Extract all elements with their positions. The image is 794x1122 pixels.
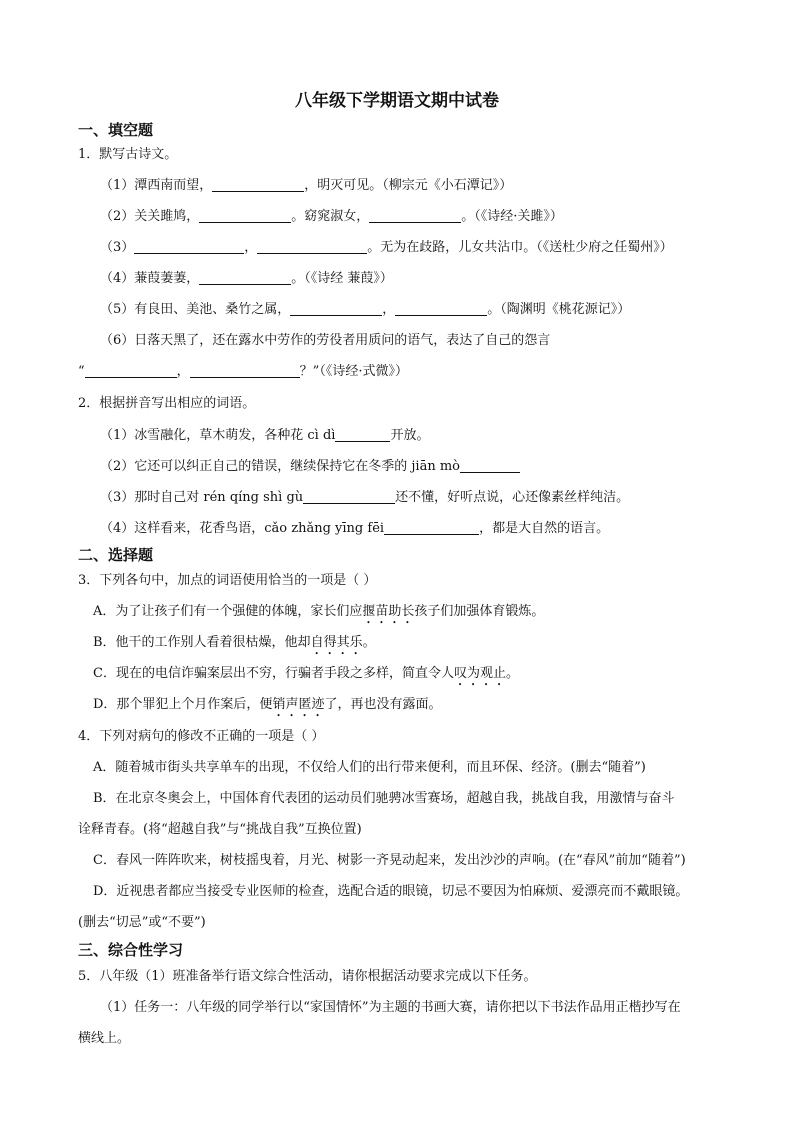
question-2-item-2: （2）它还可以纠正自己的错误，继续保持它在冬季的 jiān mò: [100, 458, 520, 476]
question-3-option-c[interactable]: C．现在的电信诈骗案层出不穷，行骗者手段之多样，简直令人叹为观止。: [93, 666, 519, 681]
answer-blank[interactable]: [190, 363, 300, 378]
question-4-option-c[interactable]: C．春风一阵阵吹来，树枝摇曳着，月光、树影一齐晃动起来，发出沙沙的声响。(在“春风”前加“随着”): [93, 853, 686, 868]
section-heading-integrated-learning: 三、综合性学习: [78, 941, 184, 959]
dotted-word: 自得其乐: [310, 635, 363, 650]
answer-blank[interactable]: [384, 520, 479, 535]
answer-blank[interactable]: [335, 427, 390, 442]
answer-blank[interactable]: [85, 363, 177, 378]
question-3-option-b[interactable]: B．他干的工作别人看着很枯燥，他却自得其乐。: [93, 635, 376, 650]
answer-blank[interactable]: [199, 270, 291, 285]
question-4-option-a[interactable]: A．随着城市街头共享单车的出现，不仅给人们的出行带来便利，而且环保、经济。(删去“随着”): [93, 760, 646, 775]
dotted-word: 揠苗助长: [362, 604, 415, 619]
section-heading-fill-blank: 一、填空题: [78, 121, 154, 139]
answer-blank[interactable]: [369, 208, 461, 223]
question-1-item-1: （1）潭西南而望， ，明灭可见。（柳宗元《小石潭记》）: [100, 178, 513, 193]
answer-blank[interactable]: [257, 239, 367, 254]
answer-blank[interactable]: [460, 458, 520, 473]
answer-blank[interactable]: [134, 239, 244, 254]
question-1-item-6: （6）日落天黑了，还在露水中劳作的劳役者用质问的语气，表达了自己的怨言: [100, 333, 551, 348]
page-title: 八年级下学期语文期中试卷: [295, 91, 499, 111]
answer-blank[interactable]: [212, 177, 304, 192]
question-3-option-a[interactable]: A．为了让孩子们有一个强健的体魄，家长们应揠苗助长孩子们加强体育锻炼。: [93, 604, 545, 619]
question-3-stem: 3．下列各句中，加点的词语使用恰当的一项是（ ）: [78, 573, 377, 588]
section-heading-multiple-choice: 二、选择题: [78, 546, 154, 564]
question-4-option-b-continued: 诠释青春。(将“超越自我”与“挑战自我”互换位置): [78, 822, 362, 837]
question-1-item-2: （2）关关雎鸠， 。窈窕淑女， 。（《诗经·关雎》）: [100, 209, 563, 224]
question-1-item-3: （3） ， 。无为在歧路，儿女共沾巾。（《送杜少府之任蜀州》）: [100, 240, 673, 255]
question-3-option-d[interactable]: D．那个罪犯上个月作案后，便销声匿迹了，再也没有露面。: [93, 697, 442, 712]
question-1-item-4: （4）蒹葭萋萋， 。（《诗经 蒹葭》）: [100, 271, 393, 286]
question-1-item-6-continued: “ ， ？”（《诗经·式微》）: [78, 364, 408, 379]
answer-blank[interactable]: [199, 208, 291, 223]
question-2-item-4: （4）这样看来，花香鸟语，cǎo zhǎng yīng fēi ，都是大自然的语言。: [100, 521, 610, 536]
question-5-task-1-continued: 横线上。: [78, 1031, 131, 1046]
answer-blank[interactable]: [395, 301, 487, 316]
answer-blank[interactable]: [303, 489, 395, 504]
question-2-item-1: （1）冰雪融化，草木萌发，各种花 cì dì 开放。: [100, 428, 430, 443]
dotted-word: 叹为观止: [453, 666, 506, 681]
question-4-option-d[interactable]: D．近视患者都应当接受专业医师的检查，选配合适的眼镜，切忌不要因为怕麻烦、爱漂亮而不戴眼镜。: [93, 884, 689, 899]
question-5-stem: 5．八年级（1）班准备举行语文综合性活动，请你根据活动要求完成以下任务。: [78, 969, 537, 984]
answer-blank[interactable]: [290, 301, 382, 316]
question-4-stem: 4．下列对病句的修改不正确的一项是（ ）: [78, 729, 325, 744]
dotted-word: 销声匿迹: [272, 697, 325, 712]
question-2-item-3: （3）那时自己对 rén qíng shì gù 还不懂，好听点说，心还像素丝样纯洁。: [100, 490, 630, 505]
question-1-item-5: （5）有良田、美池、桑竹之属， ， 。（陶渊明《桃花源记》）: [100, 302, 631, 317]
question-1-stem: 1．默写古诗文。: [78, 147, 178, 162]
question-4-option-d-continued: (删去“切忌”或“不要”): [78, 915, 206, 930]
question-5-task-1: （1）任务一：八年级的同学举行以“家国情怀”为主题的书画大赛，请你把以下书法作品用正楷抄写在: [100, 1000, 681, 1015]
question-2-stem: 2．根据拼音写出相应的词语。: [78, 396, 256, 411]
question-4-option-b[interactable]: B．在北京冬奥会上，中国体育代表团的运动员们驰骋冰雪赛场，超越自我，挑战自我，用激情与奋斗: [93, 791, 675, 806]
